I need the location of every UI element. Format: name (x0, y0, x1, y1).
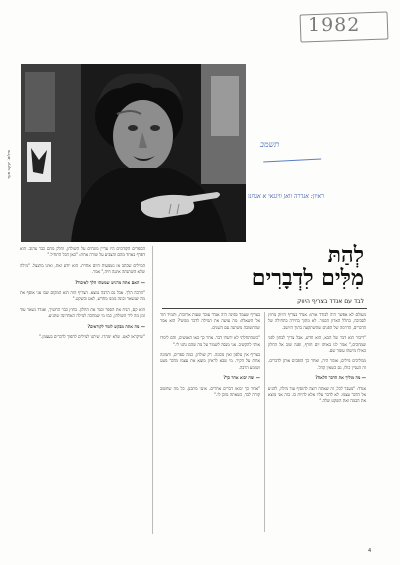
article-paragraph: בצריף אין טלפון ואין מכונה. רק שולחן, כמה ספרים, ותמונה אחת על הקיר. מי שבא לראיון מוצא את עצמו מדבר מעט ושומע הרבה. (160, 352, 260, 370)
page-number: 4 (368, 548, 372, 554)
article-paragraph: ממליכים מילים, אומר היה, ואחר כך הופכים אותן לדברים. זה העניין כולו, גם כשאין קהל. (268, 358, 366, 370)
handwritten-underline (263, 150, 321, 162)
article-paragraph: אנדד: "מעבר לכל, זה שאתה רוצה להוסיף עוד מילה, להגיע אל הדבר עצמו. לא לדבר עליו אלא להיות בו. בזה אני מוצא את הבמה ואת השקט שלה." (268, 385, 366, 404)
article-paragraph: — מה אתה מבקש לומר לקוראים? (87, 323, 145, 329)
handwritten-year: 1982 (308, 14, 361, 36)
article-paragraph: "הרבה הלך. אבל גם הרבה נמצא. הצריף הזה הוא המקום שבו אני אוסף את מה שנשאר ובונה ממנו מחדש, לאט ובשקט." (20, 290, 145, 302)
headline-line-2: מִלִּים לִדְבָרִים (251, 265, 364, 291)
article-paragraph: — מה מוליך את הדבר הלאה? (315, 375, 366, 381)
article-paragraph: "דיבור הוא דבר של הבא, הוא חדש, אבל צריך לבחון לפני שמחכים," אמר לנו באותו יום חורף, ופנה שוב אל החלון כאילו מישהו עומד שם. (268, 335, 366, 354)
article-paragraph: מעולם לא אפשר היה לבודד אותו: אנדד בצריף היווק מחוץ לסביבה, בחלל הארון הסגור. לא מתוך בחירה בתחילה של הדברים, הדרמה של הפנים שהשתקעה בתוך היושב. (268, 312, 366, 330)
article-paragraph: הספרים הקודמים היו עדיין מונחים על השולחן, וחלק מהם כבר צהוב. הוא דפדף באחד מהם והצביע על שורה אחת: "כאן הכל התחיל." (20, 246, 145, 258)
article-byline: לבד עם אנדד בצריף היווק (297, 298, 364, 305)
column-divider (264, 312, 265, 532)
article-column-2 (160, 312, 260, 534)
photo-credit: צילום: יעקב סער (6, 150, 11, 180)
handwritten-blue-note: תשמב (260, 140, 280, 149)
portrait-image (21, 64, 246, 242)
article-paragraph: "שיקראו לאט. שלא ימהרו. שיתנו למילים להפוך לדברים בעצמן." (39, 334, 145, 340)
handwritten-caption-note: ראיון: אנדרה וואן ווינגאי א אנחנו (248, 193, 324, 200)
article-paragraph: — האם אתה מרגיש שמשהו הלך לאיבוד? (75, 279, 145, 285)
article-paragraph: — ומה יבוא אחר כך? (223, 375, 260, 381)
article-paragraph: הוא קם, הניח את הספר וסגר את החלון. בחוץ כבר החשיך, ואנדד נשאר עוד זמן מה ליד השולחן, כמו מי שמחכה למילה האחרונה שתגיע. (20, 306, 145, 319)
article-paragraph: "כשהתחלתי לא ידעתי דבר. אחר כך באו האנשים, והם לימדו אותי להקשיב. אני מנסה לשמור על מה שהם נתנו לי." (160, 335, 260, 347)
headline-rule (162, 308, 367, 309)
article-headline (184, 244, 364, 290)
article-paragraph: "אחר כך יבואו דברים אחרים. אינני מתכנן. כל מה שחשוב קורה לבד, כשאתה מוכן לו." (160, 385, 260, 398)
article-column-1 (268, 312, 366, 534)
portrait-photo (21, 64, 246, 242)
article-paragraph: המילים שכתב אז נשמעות היום אחרת. הוא יודע זאת, ואינו מתנצל. "מילה שלא השתנתה איננה חיה," אמר. (20, 262, 145, 275)
column-divider (152, 246, 153, 534)
article-column-3 (20, 246, 145, 536)
headline-line-1: לְהַתּ (327, 242, 364, 268)
article-paragraph: בצריף שעמד בפינה היה אנדד עובד שעות ארוכות, ותמיד חזר אל השאלה: מה עושה את המילה לדבר ממשי? הוא אמר שהתשובה משתנה עם השנים. (160, 312, 260, 330)
